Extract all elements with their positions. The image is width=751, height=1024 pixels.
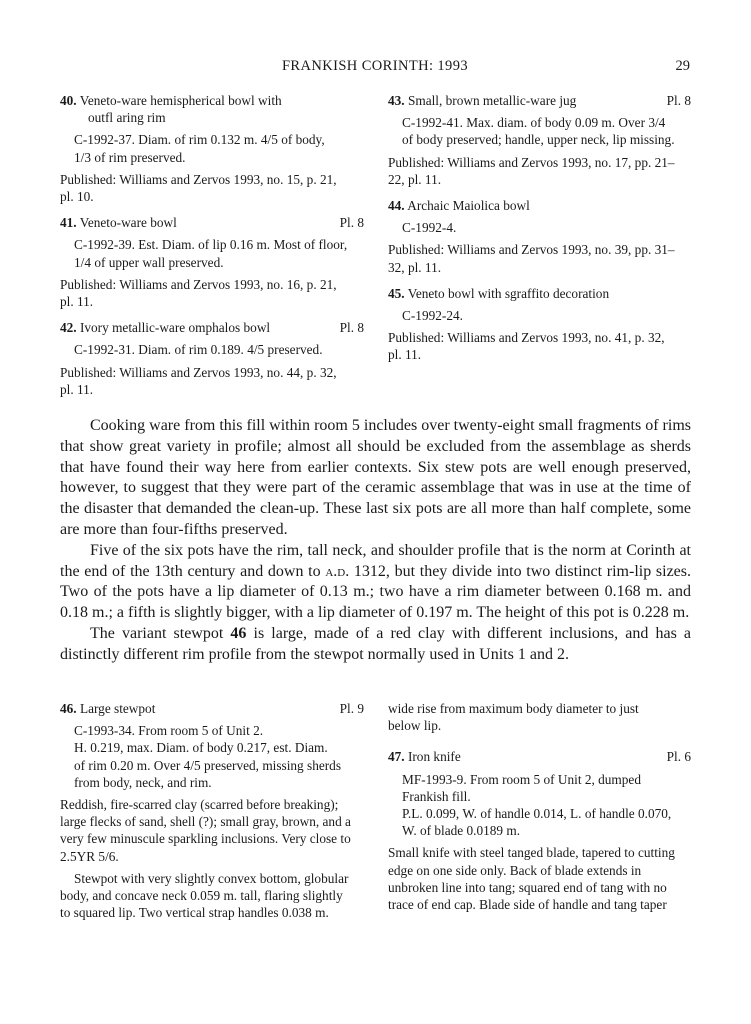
plate-reference: Pl. 6 <box>666 749 691 765</box>
desc-line: C-1993-34. From room 5 of Unit 2. <box>74 723 264 739</box>
body-paragraph-3 <box>60 624 691 666</box>
entry-number: 41. <box>60 215 77 231</box>
pub-line: pl. 11. <box>388 347 422 363</box>
desc-line: C-1992-24. <box>402 308 463 324</box>
plate-reference: Pl. 8 <box>339 215 364 231</box>
era-abbreviation: a.d. <box>325 562 350 580</box>
entry-number: 44. <box>388 198 405 214</box>
plate-reference: Pl. 8 <box>339 320 364 336</box>
entry-title: Veneto bowl with sgraffito decoration <box>407 285 610 301</box>
desc-line: Frankish fill. <box>402 788 471 804</box>
entry-number: 47. <box>388 749 405 765</box>
running-title: FRANKISH CORINTH: 1993 <box>281 58 469 74</box>
entry-46-continuation <box>388 700 691 734</box>
desc-line: from body, neck, and rim. <box>74 774 212 790</box>
body-paragraph-1: Cooking ware from this fill within room 5 includes over twenty-eight small fragments of rims that show great variety in profile; almost all should be excluded from the assemblage as sherds that have found their way here from earlier contexts. Six stew pots are well enough preserved, however, to suggest that they were part of the ceramic assemblage that was in use at the time of the disaster that demanded the clean-up. These last six pots are all more than half complete, some are more than four-fifths preserved. <box>60 417 691 538</box>
plate-reference: Pl. 8 <box>666 93 691 108</box>
shape-line: to squared lip. Two vertical strap handles 0.038 m. <box>60 905 329 921</box>
entry-heading <box>60 214 364 231</box>
entry-number: 40. <box>60 93 77 108</box>
entry-title: Small, brown metallic-ware jug <box>407 93 577 108</box>
entry-title-cont: outfl aring rim <box>88 110 166 126</box>
catalogue-left-top <box>60 92 364 398</box>
desc-line: C-1992-37. Diam. of rim 0.132 m. 4/5 of body, <box>74 132 325 148</box>
catalogue-left-bottom <box>60 700 364 921</box>
desc-line: 1/3 of rim preserved. <box>74 149 186 165</box>
pub-line: Published: Williams and Zervos 1993, no. 44, p. 32, <box>60 364 337 380</box>
entry-shape <box>60 870 364 922</box>
desc-line: P.L. 0.099, W. of handle 0.014, L. of handle 0.070, <box>402 806 672 822</box>
entry-description <box>388 307 691 324</box>
desc-line: C-1992-39. Est. Diam. of lip 0.16 m. Most of floor, <box>74 237 348 253</box>
desc-line: of body preserved; handle, upper neck, lip missing. <box>402 132 675 148</box>
pub-line: Published: Williams and Zervos 1993, no. 15, p. 21, <box>60 171 337 187</box>
catalogue-right-bottom <box>388 700 691 913</box>
desc-line: C-1992-31. Diam. of rim 0.189. 4/5 preserved. <box>74 342 323 358</box>
entry-description <box>388 114 691 148</box>
entry-title: Ivory metallic-ware omphalos bowl <box>79 320 271 336</box>
entry-heading <box>388 92 691 109</box>
catalogue-entry-40 <box>60 92 364 205</box>
entry-heading <box>388 748 691 765</box>
desc-line: MF-1993-9. From room 5 of Unit 2, dumped <box>402 771 641 787</box>
shape-line: edge on one side only. Back of blade extends in <box>388 862 642 878</box>
entry-publication <box>60 364 364 398</box>
entry-title: Veneto-ware bowl <box>79 215 177 231</box>
entry-fabric <box>60 796 364 865</box>
catalogue-right-top <box>388 92 691 364</box>
shape-line: trace of end cap. Blade side of handle and tang taper <box>388 897 667 913</box>
catalogue-reference: 46 <box>230 624 247 642</box>
entry-number: 43. <box>388 93 405 108</box>
body-text-span: The variant stewpot <box>90 624 224 642</box>
fabric-line: 2.5YR 5/6. <box>60 848 119 864</box>
entry-number: 42. <box>60 320 77 336</box>
shape-line: Stewpot with very slightly convex bottom, globular <box>74 870 349 886</box>
continuation-line: below lip. <box>388 718 442 734</box>
catalogue-entry-43 <box>388 92 691 188</box>
pub-line: 32, pl. 11. <box>388 259 442 275</box>
entry-heading <box>60 319 364 336</box>
desc-line: W. of blade 0.0189 m. <box>402 823 521 839</box>
body-text-span: is large, made of a red clay with different inclusions, and has a distinctly different rim profile from the stewpot normally used in Units 1 and 2. <box>60 624 691 663</box>
entry-heading <box>388 285 691 302</box>
page-header <box>60 58 690 80</box>
entry-publication <box>388 154 691 188</box>
entry-description <box>60 131 364 165</box>
entry-description <box>388 771 691 840</box>
fabric-line: Reddish, fire-scarred clay (scarred before breaking); <box>60 797 339 813</box>
entry-heading <box>60 92 364 109</box>
entry-title: Large stewpot <box>79 701 156 716</box>
body-text <box>60 416 691 666</box>
entry-description <box>388 219 691 236</box>
pub-line: pl. 11. <box>60 294 94 310</box>
entry-publication <box>388 241 691 275</box>
pub-line: Published: Williams and Zervos 1993, no. 17, pp. 21– <box>388 154 675 170</box>
body-paragraph-2 <box>60 541 691 624</box>
pub-line: Published: Williams and Zervos 1993, no. 39, pp. 31– <box>388 242 675 258</box>
catalogue-entry-42 <box>60 319 364 398</box>
entry-description <box>60 722 364 791</box>
entry-title: Archaic Maiolica bowl <box>407 198 530 214</box>
catalogue-entry-45 <box>388 285 691 364</box>
body-text-span: 1312, but they divide into two distinct rim-lip sizes. Two of the pots have a lip diameter of 0.13 m.; two have a rim diameter between 0.168 m. and 0.18 m.; a fifth is slightly bigger, with a lip diameter of 0.197 m. The height of this pot is 0.228 m. <box>60 562 692 622</box>
page-number: 29 <box>675 58 690 74</box>
plate-reference: Pl. 9 <box>339 701 364 716</box>
fabric-line: large flecks of sand, shell (?); small gray, brown, and a <box>60 814 351 830</box>
catalogue-entry-41 <box>60 214 364 310</box>
catalogue-entry-44 <box>388 197 691 276</box>
entry-shape <box>388 844 691 913</box>
pub-line: pl. 10. <box>60 189 94 205</box>
desc-line: of rim 0.20 m. Over 4/5 preserved, missing sherds <box>74 757 342 773</box>
entry-number: 45. <box>388 285 405 301</box>
body-text-span: Five of the six pots have the rim, tall neck, and shoulder profile that is the norm at Corinth at the end of the 13th century and down to <box>60 541 691 580</box>
entry-description <box>60 236 364 270</box>
entry-title: Iron knife <box>407 749 461 765</box>
entry-number: 46. <box>60 701 77 716</box>
desc-line: 1/4 of upper wall preserved. <box>74 254 224 270</box>
catalogue-entry-46 <box>60 700 364 921</box>
shape-line: Small knife with steel tanged blade, tapered to cutting <box>388 845 675 861</box>
fabric-line: very few minuscule sparkling inclusions. Very close to <box>60 831 351 847</box>
pub-line: Published: Williams and Zervos 1993, no. 16, p. 21, <box>60 276 337 292</box>
pub-line: pl. 11. <box>60 381 94 397</box>
entry-publication <box>60 171 364 205</box>
shape-line: unbroken line into tang; squared end of tang with no <box>388 879 667 895</box>
desc-line: C-1992-4. <box>402 220 457 236</box>
entry-description <box>60 341 364 358</box>
catalogue-entry-47 <box>388 748 691 913</box>
entry-title: Veneto-ware hemispherical bowl with <box>79 93 282 108</box>
pub-line: Published: Williams and Zervos 1993, no. 41, p. 32, <box>388 330 665 346</box>
pub-line: 22, pl. 11. <box>388 171 442 187</box>
entry-publication <box>60 276 364 310</box>
continuation-line: wide rise from maximum body diameter to just <box>388 701 639 716</box>
shape-line: body, and concave neck 0.059 m. tall, flaring slightly <box>60 888 343 904</box>
desc-line: H. 0.219, max. Diam. of body 0.217, est. Diam. <box>74 740 328 756</box>
desc-line: C-1992-41. Max. diam. of body 0.09 m. Over 3/4 <box>402 115 666 131</box>
entry-publication <box>388 329 691 363</box>
entry-heading <box>60 700 364 717</box>
entry-heading <box>388 197 691 214</box>
